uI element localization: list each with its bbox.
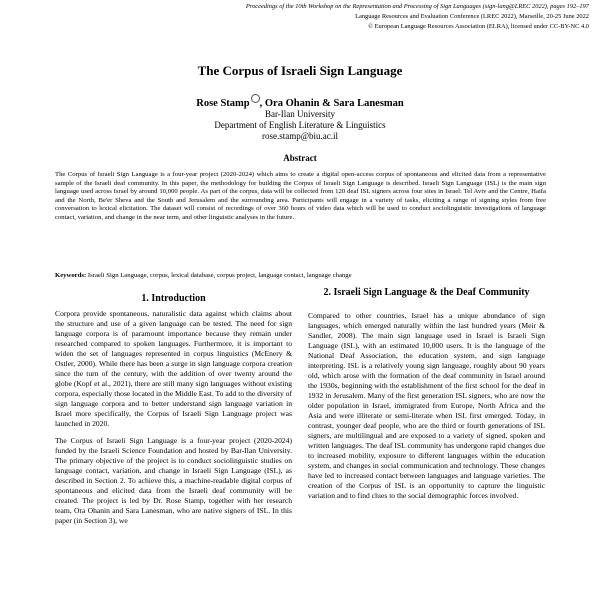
author-email[interactable]: rose.stamp@biu.ac.il (261, 131, 339, 141)
author-list (0, 94, 600, 110)
section-2-heading: 2. Israeli Sign Language & the Deaf Community (323, 287, 530, 298)
orcid-icon[interactable] (251, 94, 260, 103)
abstract-text: The Corpus of Israeli Sign Language is a four-year project (2020-2024) which aims to create a digital open-access corpus of spontaneous and elicited data from a representative sample of the Israeli deaf community. In this paper, the methodology for building the Corpus of Israeli Sign Language is described. Israeli Sign Language (ISL) is the main sign language used across Israel by around 10,000 people. As part of the corpus, data will be collected from 120 deaf ISL signers across four sites in Israel: Tel Aviv and the Centre, Haifa and the North, Be'er Sheva and the South and Jerusalem and the surrounding area. Participants will engage in a variety of tasks, eliciting a range of signing styles from free conversation to lexical elicitation. The dataset will consist of recordings of over 360 hours of video data which will be used to conduct sociolinguistic investigations of language contact, variation, and change in the near term, and other linguistic analyses in the future. (55, 171, 546, 221)
department: Department of English Literature & Linguistics (214, 120, 386, 130)
paper-title: The Corpus of Israeli Sign Language (197, 63, 403, 78)
section-2-paragraph-1: Compared to other countries, Israel has a unique abundance of sign languages, which emerged naturally within the last hundred years (Meir & Sandler, 2008). The main sign language used in Israel is Israeli Sign Language (ISL), with an estimated 10,000 users. It is the language of the National Deaf Association, the education system, and sign language interpreting. ISL is a relatively young sign language, roughly about 90 years old, which arose with the formation of the deaf community in Israel around the 1930s, beginning with the establishment of the first school for the deaf in 1932 in Jerusalem. Many of the first generation ISL signers, who are now the older population in Israel, immigrated from Europe, North Africa and the Asia and were illiterate or semi-literate when ISL first emerged. Today, in contrast, younger deaf people, who are the third or fourth generations of ISL signers, are multilingual and are exposed to a variety of signed, spoken and written languages. The deaf ISL community has undergone rapid changes due to increased mobility, exposure to different languages within the education system, and changes in social communication and technology. These changes have led to increased contact between languages and language varieties. The creation of the Corpus of ISL is an opportunity to capture the linguistic variation and to find clues to the social demographic forces involved. (308, 311, 545, 500)
section-1-heading: 1. Introduction (141, 293, 206, 304)
abstract-heading: Abstract (283, 153, 317, 163)
university: Bar-Ilan University (264, 109, 336, 119)
keywords-text: Israeli Sign Language, corpus, lexical database, corpus project, language contact, language change (86, 272, 352, 279)
section-1-paragraph-1: Corpora provide spontaneous, naturalistic data against which claims about the structure and use of a given language can be tested. The need for sign language corpora is of paramount importance because they remain under researched compared to spoken languages. Furthermore, it is important to widen the set of languages represented in corpus linguistics (McEnery & Ostler, 2000). While there has been a surge in sign language corpora creation since the turn of the century, with the addition of over twenty around the globe (Kopf et al., 2021), there are still many sign languages without existing corpora, especially those located in the Middle East. To add to the diversity of sign language corpora and to better understand sign language variation in Israel more specifically, the Corpus of Israeli Sign Language project was launched in 2020. (55, 309, 292, 428)
right-column (308, 311, 545, 508)
left-column (55, 309, 292, 533)
other-authors: , Ora Ohanin & Sara Lanesman (259, 98, 404, 109)
keywords (55, 272, 546, 281)
keywords-label: Keywords: (55, 272, 87, 279)
section-1-paragraph-2: The Corpus of Israeli Sign Language is a four-year project (2020-2024) funded by the Israeli Science Foundation and hosted by Bar-Ilan University. The primary objective of the project is to conduct sociolinguistic studies on language contact, variation, and change in Israeli Sign Language (ISL), as described in Section 2. To achieve this, a machine-readable digital corpus of spontaneous and elicited data from the Israeli deaf community will be created. The project is led by Dr. Rose Stamp, together with her research team, Ora Ohanin and Sara Lanesman, who are native signers of ISL. In this paper (in Section 3), we (55, 436, 292, 525)
license-header: © European Language Resources Association (ELRA), licensed under CC-BY-NC 4.0 (368, 23, 589, 30)
first-author: Rose Stamp (196, 98, 250, 109)
proceedings-header: Proceedings of the 10th Workshop on the Representation and Processing of Sign Languages (sign-lang@LREC 2022), pages 192–197 (245, 3, 589, 10)
conference-header: Language Resources and Evaluation Conference (LREC 2022), Marseille, 20-25 June 2022 (355, 13, 589, 20)
